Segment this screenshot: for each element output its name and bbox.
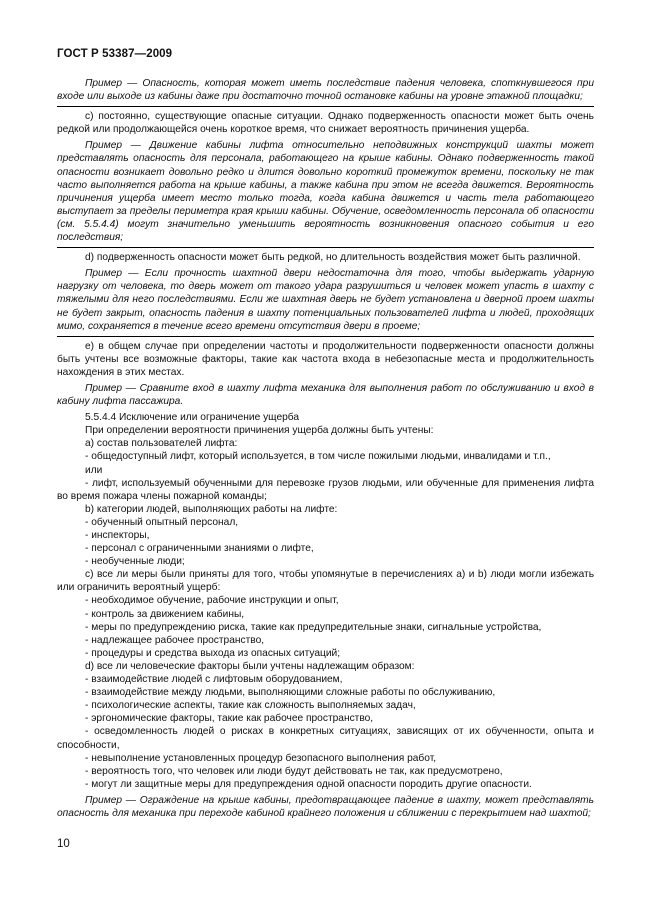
list-line: - взаимодействие между людьми, выполняющими сложные работы по обслуживанию,: [85, 687, 496, 699]
list-line: - меры по предупреждению риска, такие как предупредительные знаки, сигнальные устройства,: [85, 621, 542, 633]
list-line: - необученные люди;: [85, 556, 185, 568]
item-c-permanent-hazards: с) постоянно, существующие опасные ситуации. Однако подверженность опасности может быть очень редкой или продолжающейся очень короткое время, что снижает вероятность причинения ущерба.: [57, 111, 594, 136]
list-line: - инспекторы,: [85, 530, 150, 541]
list-line: с) все ли меры были приняты для того, чтобы упомянутые в перечислениях а) и b) люди могли избежать или ограничить вероятный ущерб:: [57, 569, 594, 594]
example-cabin-movement: Пример — Движение кабины лифта относительно неподвижных конструкций шахты может представлять опасность для персонала, работающего на крыше кабины. Однако подверженность такой опасности возникает довольно редко и длится довольно короткий промежуток времени, поскольку не так часто выполняется работа на крыше кабины, а также кабина при этом не всегда движется. Вероятность причинения ущерба имеет место только тогда, когда кабина движется и часть тела работающего выступает за пределы периметра края крыши кабины. Обучение, осведомленность персонала об опасности (см. 5.5.4.4) могут значительно уменьшить вероятность возникновения опасного события и его последствия;: [57, 140, 594, 244]
list-line: - процедуры и средства выхода из опасных ситуаций;: [85, 647, 341, 659]
item-d-rare-exposure: d) подверженность опасности может быть редкой, но длительность воздействия может быть различной.: [85, 252, 581, 264]
list-line: d) все ли человеческие факторы были учтены надлежащим образом:: [85, 660, 415, 672]
list-line: b) категории людей, выполняющих работы на лифте:: [85, 503, 338, 515]
list-line: - обученный опытный персонал,: [85, 516, 239, 528]
list-line: или: [85, 464, 103, 476]
list-line: - лифт, используемый обученными для перевозке грузов людьми, или обученные для применения лифта во время пожара члены пожарной команды;: [57, 477, 594, 502]
divider: [57, 106, 594, 107]
example-shaft-door: Пример — Если прочность шахтной двери недостаточна для того, чтобы выдержать ударную нагрузку от человека, то дверь может от такого удара разрушиться и человек может упасть в шахту с тяжелыми для него последствиями. Если же шахтная дверь не будет установлена и дверной проем шахты не будет закрыт, опасность падения в шахту потенциальных пользователей лифта и людей, проходящих мимо, сохраняется в течение всего времени отсутствия двери в проеме;: [57, 268, 594, 332]
list-line: При определении вероятности причинения ущерба должны быть учтены:: [85, 425, 434, 437]
list-line: - взаимодействие людей с лифтовым оборудованием,: [85, 674, 343, 686]
list-line: - могут ли защитные меры для предупреждения одной опасности породить другие опасности.: [85, 778, 532, 790]
example-cabin-roof-guard: Пример — Ограждение на крыше кабины, предотвращающее падение в шахту, может представлять опасность для механика при переходе кабиной крайнего положения и сближении с перекрытием над шахтой;: [57, 794, 594, 819]
list-line: а) состав пользователей лифта:: [85, 438, 238, 450]
divider: [57, 247, 594, 248]
list-line: - необходимое обучение, рабочие инструкции и опыт,: [85, 595, 339, 607]
example-compare-entry: Пример — Сравните вход в шахту лифта механика для выполнения работ по обслуживанию и вход в кабину лифта пассажира.: [57, 382, 594, 408]
divider: [57, 336, 594, 337]
list-line: - эргономические факторы, такие как рабочее пространство,: [85, 713, 374, 725]
list-line: - осведомленность людей о рисках в конкретных ситуациях, зависящих от их обученности, опыта и способности,: [57, 726, 594, 751]
item-e-general-case: е) в общем случае при определении частоты и продолжительности подверженности опасности должны быть учтены все возможные факторы, такие как частота входа в небезопасные места и продолжительность нахождения в этих местах.: [57, 340, 594, 378]
page-number: 10: [57, 838, 70, 850]
section-heading-5-5-4-4: 5.5.4.4 Исключение или ограничение ущерба: [85, 412, 300, 424]
document-body: [57, 77, 594, 823]
list-line: - невыполнение установленных процедур безопасного выполнения работ,: [85, 752, 437, 764]
document-header: ГОСТ Р 53387—2009: [57, 48, 173, 60]
list-line: - психологические аспекты, такие как сложность выполняемых задач,: [85, 700, 416, 712]
example-fall-hazard: Пример — Опасность, которая может иметь последствие падения человека, споткнувшегося при входе или выходе из кабины даже при достаточно точной остановке кабины на уровне этажной площадки;: [57, 78, 594, 103]
list-line: - общедоступный лифт, который используется, в том числе пожилыми людьми, инвалидами и т.п.,: [85, 451, 551, 463]
list-line: - контроль за движением кабины,: [85, 608, 245, 620]
list-line: - вероятность того, что человек или люди будут действовать не так, как предусмотрено,: [85, 765, 503, 777]
list-line: - персонал с ограниченными знаниями о лифте,: [85, 543, 314, 555]
list-line: - надлежащее рабочее пространство,: [85, 634, 265, 646]
